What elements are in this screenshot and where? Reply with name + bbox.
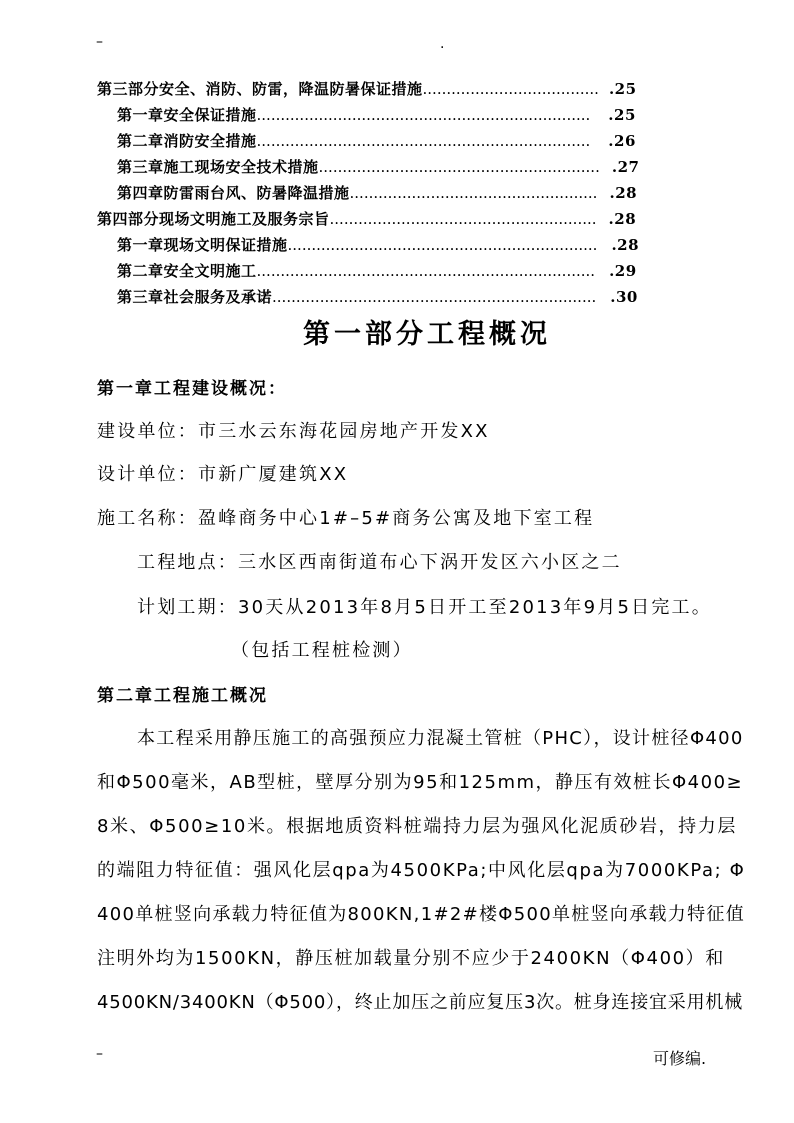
paragraph-line: 本工程采用静压施工的高强预应力混凝土管桩（PHC），设计桩径Φ400 xyxy=(137,728,744,749)
toc-entry-part4-ch2[interactable] xyxy=(117,260,637,281)
paragraph-line: 的端阻力特征值：强风化层qpa为4500KPa;中风化层qpa为7000KPa; Φ xyxy=(97,860,746,881)
toc-entry-part3-ch2[interactable] xyxy=(117,130,636,151)
toc-entry-title: 第四章防雷雨台风、防暑降温措施 xyxy=(117,184,350,202)
toc-entry-part3-ch1[interactable] xyxy=(117,104,636,125)
toc-entry-title: 第四部分现场文明施工及服务宗旨 xyxy=(97,210,330,228)
toc-entry-dots: ..................................... xyxy=(422,80,599,98)
toc-entry-part4-ch1[interactable] xyxy=(117,234,639,255)
toc-entry-page: .29 xyxy=(609,262,637,280)
toc-entry-title: 第三部分安全、消防、防雷，降温防暑保证措施 xyxy=(97,80,423,98)
location-line: 工程地点：三水区西南街道布心下涡开发区六小区之二 xyxy=(137,552,622,573)
builder-line: 建设单位：市三水云东海花园房地产开发XX xyxy=(97,421,490,442)
toc-entry-title: 第二章安全文明施工 xyxy=(117,262,257,280)
toc-entry-page: .28 xyxy=(611,236,640,254)
paragraph-line: 注明外均为1500KN，静压桩加载量分别不应少于2400KN（Φ400）和 xyxy=(97,948,725,969)
toc-entry-title: 第一章现场文明保证措施 xyxy=(117,236,288,254)
toc-entry-dots: ...................................................................... xyxy=(256,106,591,124)
chapter1-heading: 第一章工程建设概况： xyxy=(97,379,287,399)
toc-entry-page: .27 xyxy=(611,158,640,176)
toc-entry-title: 第一章安全保证措施 xyxy=(117,106,257,124)
toc-entry-part3[interactable] xyxy=(97,78,637,99)
part-title: 第一部分工程概况 xyxy=(303,319,551,350)
toc-entry-part4[interactable] xyxy=(97,208,636,229)
schedule-line: 计划工期：30天从2013年8月5日开工至2013年9月5日完工。 xyxy=(137,597,712,618)
toc-entry-dots: ...................................................................... xyxy=(256,132,591,150)
toc-entry-part3-ch3[interactable] xyxy=(117,156,639,177)
toc-entry-part4-ch3[interactable] xyxy=(117,286,638,307)
paragraph-line: 和Φ500毫米，AB型桩，壁厚分别为95和125mm，静压有效桩长Φ400≥ xyxy=(97,772,744,793)
toc-entry-title: 第二章消防安全措施 xyxy=(117,132,257,150)
toc-entry-title: 第三章施工现场安全技术措施 xyxy=(117,158,319,176)
schedule-note: （包括工程桩检测） xyxy=(231,640,413,661)
toc-entry-dots: .................................................................... xyxy=(272,288,597,306)
toc-entry-page: .25 xyxy=(608,80,637,98)
toc-entry-dots: ........................................................ xyxy=(329,210,597,228)
toc-entry-page: .28 xyxy=(608,210,637,228)
toc-entry-dots: ....................................................................... xyxy=(256,262,596,280)
toc-entry-page: .26 xyxy=(608,132,636,150)
toc-entry-dots: ........................................................... xyxy=(318,158,600,176)
footer-editable-note: 可修编. xyxy=(653,1049,707,1068)
footer-left-mark: – xyxy=(96,1046,103,1062)
toc-entry-page: .25 xyxy=(608,106,636,124)
toc-entry-title: 第三章社会服务及承诺 xyxy=(117,288,273,306)
paragraph-line: 4500KN/3400KN（Φ500），终止加压之前应复压3次。桩身连接宜采用机械 xyxy=(97,992,743,1013)
chapter2-heading: 第二章工程施工概况 xyxy=(97,686,268,706)
toc-entry-page: .28 xyxy=(609,184,638,202)
designer-line: 设计单位：市新广厦建筑XX xyxy=(97,464,349,485)
toc-entry-page: .30 xyxy=(610,288,638,306)
paragraph-line: 8米、Φ500≥10米。根据地质资料桩端持力层为强风化泥质砂岩，持力层 xyxy=(97,816,737,837)
toc-entry-dots: .................................................... xyxy=(349,184,598,202)
toc-entry-part3-ch4[interactable] xyxy=(117,182,637,203)
paragraph-line: 400单桩竖向承载力特征值为800KN,1#2#楼Φ500单桩竖向承载力特征值 xyxy=(97,904,745,925)
header-right-mark: . xyxy=(440,36,445,52)
toc-entry-dots: ................................................................. xyxy=(287,236,598,254)
project-name-line: 施工名称：盈峰商务中心1#–5#商务公寓及地下室工程 xyxy=(97,508,595,529)
header-left-mark: – xyxy=(96,34,103,50)
